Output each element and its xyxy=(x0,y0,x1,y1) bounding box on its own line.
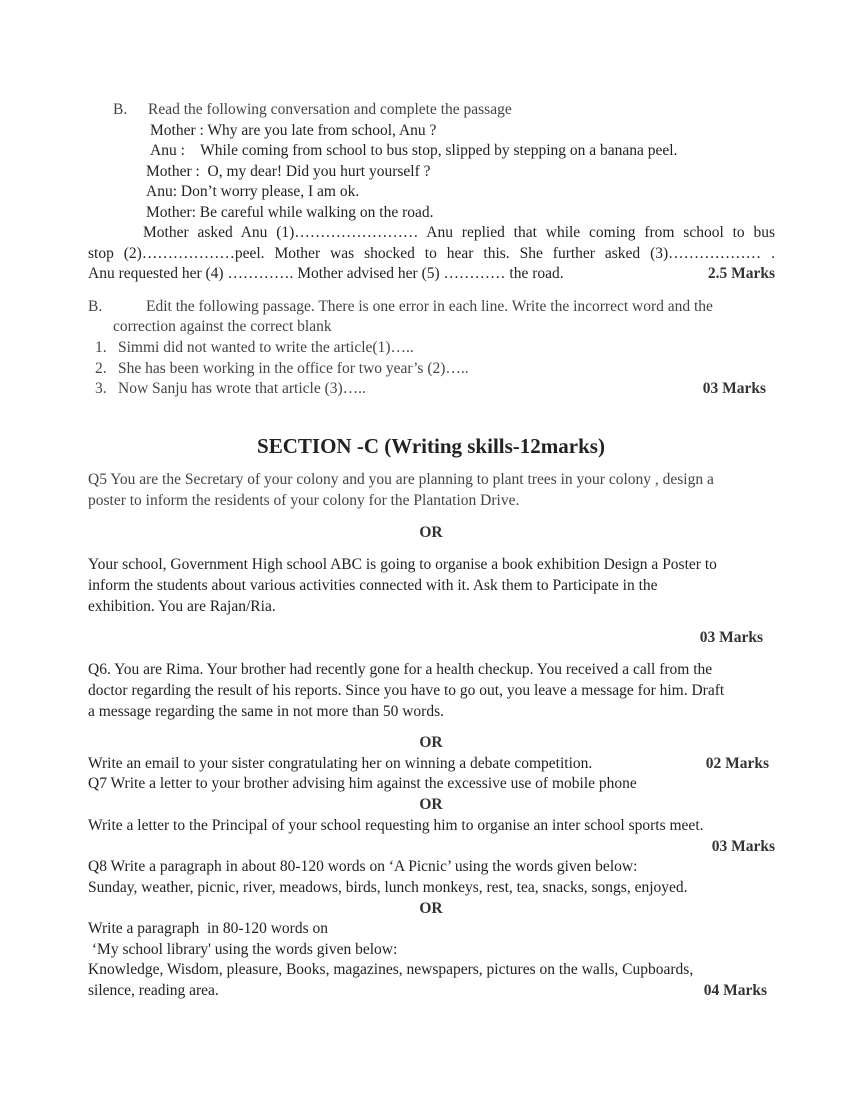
marks: 03 Marks xyxy=(711,838,775,855)
or-divider: OR xyxy=(419,524,443,541)
dialogue-line: Mother : Why are you late from school, Anu ? xyxy=(150,122,437,139)
question-text: Q7 Write a letter to your brother advising him against the excessive use of mobile phone xyxy=(88,775,637,792)
passage-line: Mother asked Anu (1)…………………… Anu replied that while coming from school to bus xyxy=(143,224,775,241)
item-text: She has been working in the office for two year’s (2)….. xyxy=(118,360,469,377)
item-number: 1. xyxy=(95,339,107,356)
passage-line: Anu requested her (4) …………. Mother advised her (5) ………… the road. xyxy=(88,265,564,282)
dialogue-line: Anu : While coming from school to bus stop, slipped by stepping on a banana peel. xyxy=(150,142,678,159)
question-text: Q8 Write a paragraph in about 80-120 words on ‘A Picnic’ using the words given below: xyxy=(88,858,638,875)
dialogue-line: Anu: Don’t worry please, I am ok. xyxy=(146,183,360,200)
question-text: Write a letter to the Principal of your school requesting him to organise an inter school sports meet. xyxy=(88,817,704,834)
marks: 03 Marks xyxy=(702,380,766,397)
question-text: doctor regarding the result of his reports. Since you have to go out, you leave a message for him. Draft xyxy=(88,682,725,699)
question-text: Knowledge, Wisdom, pleasure, Books, magazines, newspapers, pictures on the walls, Cupboards, xyxy=(88,961,694,978)
marks: 03 Marks xyxy=(699,629,763,646)
passage-line: stop (2)………………peel. Mother was shocked to hear this. She further asked (3)……………… . xyxy=(88,245,775,262)
question-text: poster to inform the residents of your colony for the Plantation Drive. xyxy=(88,492,520,509)
question-text: Write a paragraph in 80-120 words on xyxy=(88,920,328,937)
or-divider: OR xyxy=(419,734,443,751)
question-text: a message regarding the same in not more than 50 words. xyxy=(88,703,444,720)
item-text: Now Sanju has wrote that article (3)….. xyxy=(118,380,366,397)
question-text: Sunday, weather, picnic, river, meadows, birds, lunch monkeys, rest, tea, snacks, songs, enjoyed. xyxy=(88,879,688,896)
instruction: Edit the following passage. There is one error in each line. Write the incorrect word and the xyxy=(146,298,713,315)
or-divider: OR xyxy=(419,900,443,917)
question-text: exhibition. You are Rajan/Ria. xyxy=(88,598,276,615)
question-text: Write an email to your sister congratulating her on winning a debate competition. xyxy=(88,755,593,772)
question-text: silence, reading area. xyxy=(88,982,219,999)
marks: 04 Marks xyxy=(703,982,767,999)
question-text: Q5 You are the Secretary of your colony and you are planning to plant trees in your colony , design a xyxy=(88,471,714,488)
question-text: inform the students about various activities connected with it. Ask them to Participate in the xyxy=(88,577,658,594)
dialogue-line: Mother : O, my dear! Did you hurt yourself ? xyxy=(146,163,431,180)
marks: 02 Marks xyxy=(705,755,769,772)
part-label: B. xyxy=(113,101,128,118)
dialogue-line: Mother: Be careful while walking on the road. xyxy=(146,204,434,221)
section-title: SECTION -C (Writing skills-12marks) xyxy=(257,434,605,458)
question-text: Your school, Government High school ABC is going to organise a book exhibition Design a Poster to xyxy=(88,556,717,573)
item-number: 3. xyxy=(95,380,107,397)
part-label: B. xyxy=(88,298,103,315)
item-number: 2. xyxy=(95,360,107,377)
question-text: Q6. You are Rima. Your brother had recently gone for a health checkup. You received a call from the xyxy=(88,661,713,678)
or-divider: OR xyxy=(419,796,443,813)
instruction: correction against the correct blank xyxy=(113,318,332,335)
question-text: ‘My school library' using the words given below: xyxy=(88,941,398,958)
instruction: Read the following conversation and complete the passage xyxy=(148,101,512,118)
marks: 2.5 Marks xyxy=(707,265,775,282)
item-text: Simmi did not wanted to write the article(1)….. xyxy=(118,339,414,356)
